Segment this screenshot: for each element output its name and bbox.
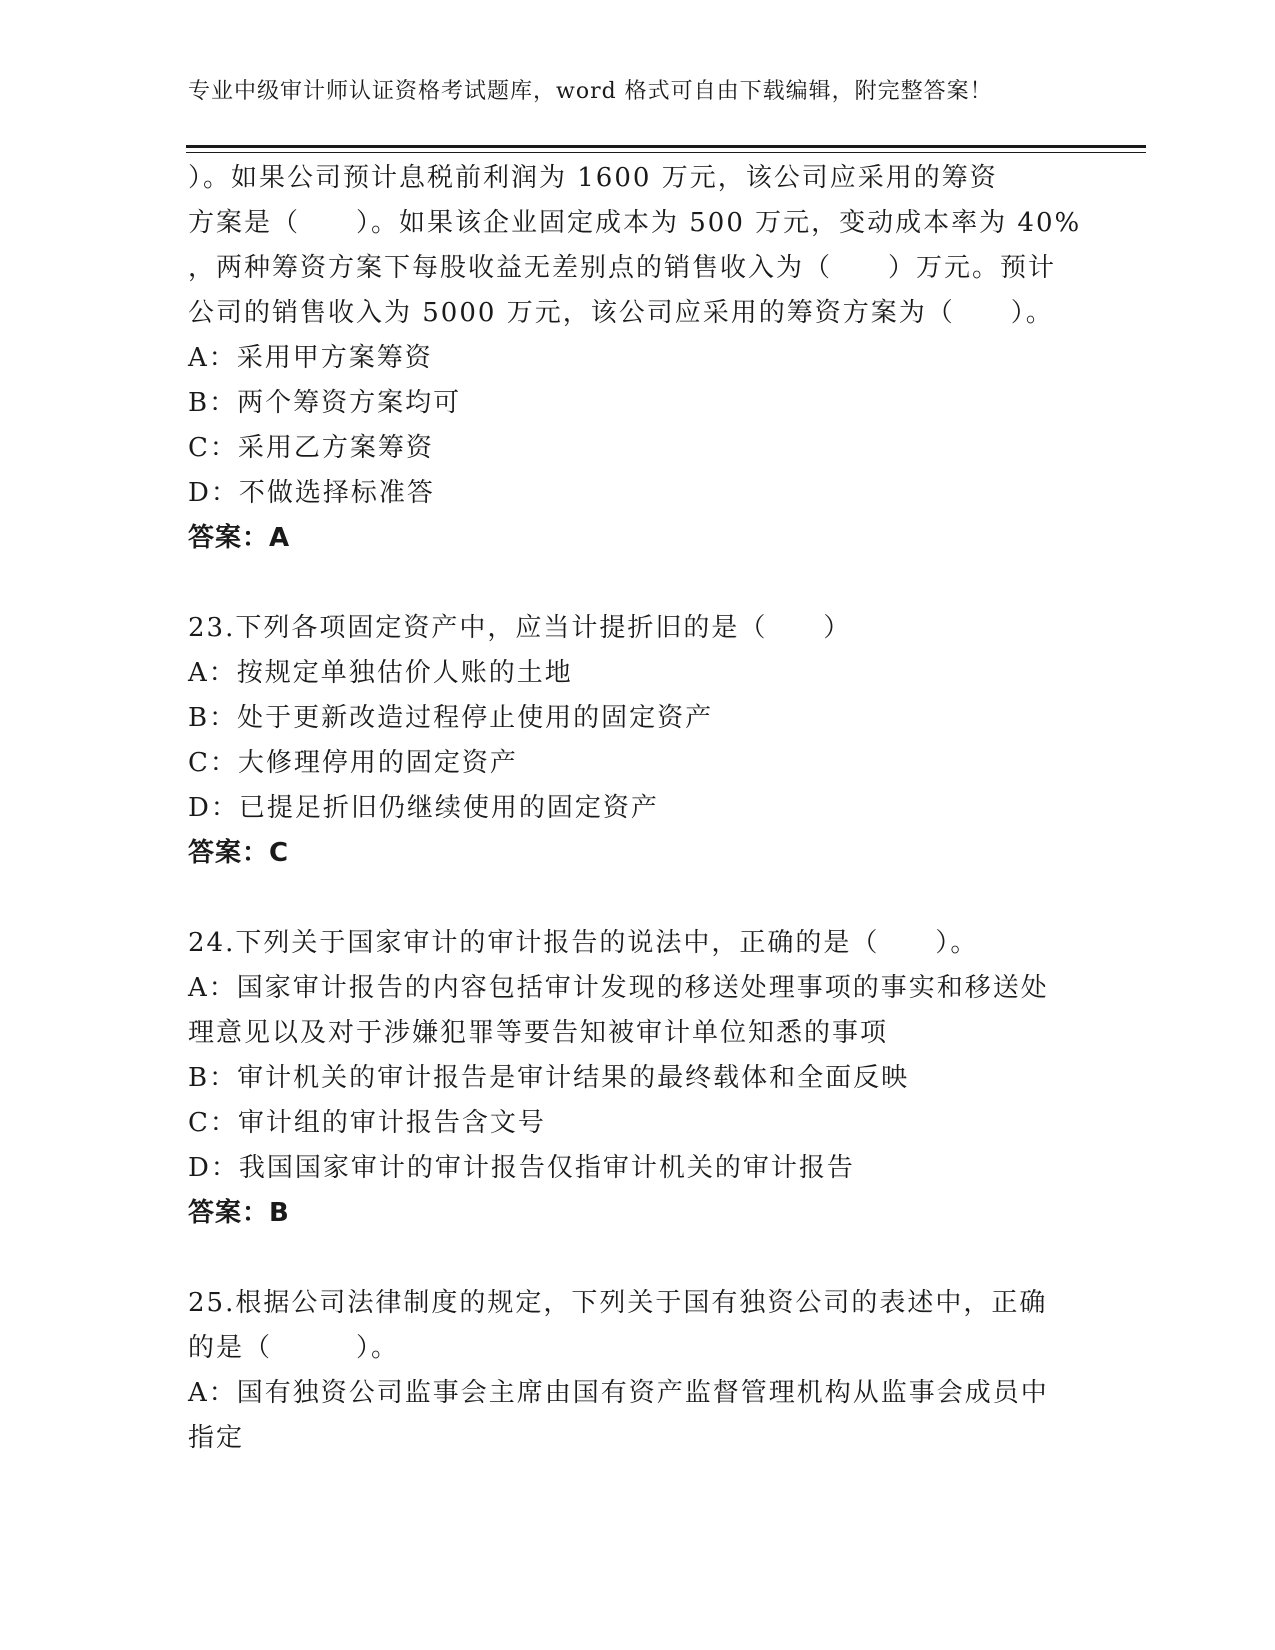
question-stem-line: 23.下列各项固定资产中，应当计提折旧的是（ ）: [188, 613, 852, 643]
question-stem-line: 公司的销售收入为 5000 万元，该公司应采用的筹资方案为（ ）。: [188, 298, 1054, 328]
question-stem-line: 的是（ ）。: [188, 1333, 400, 1363]
question-stem-line: 方案是（ ）。如果该企业固定成本为 500 万元，变动成本率为 40%: [188, 208, 1082, 238]
question-24: [188, 921, 1068, 1236]
header-rule-thin: [186, 152, 1146, 153]
option-c: C：审计组的审计报告含文号: [188, 1108, 546, 1138]
option-d: D：不做选择标准答: [188, 478, 435, 508]
option-a: A：国家审计报告的内容包括审计发现的移送处理事项的事实和移送处: [188, 973, 1049, 1003]
question-stem-line: ）。如果公司预计息税前利润为 1600 万元，该公司应采用的筹资: [188, 163, 998, 193]
option-a-continued: 指定: [188, 1423, 245, 1453]
question-continued: [188, 156, 1082, 561]
header-rule-thick: [186, 145, 1146, 148]
option-d: D：已提足折旧仍继续使用的固定资产: [188, 793, 659, 823]
option-b: B：审计机关的审计报告是审计结果的最终载体和全面反映: [188, 1063, 910, 1093]
option-c: C：大修理停用的固定资产: [188, 748, 518, 778]
option-a-continued: 理意见以及对于涉嫌犯罪等要告知被审计单位知悉的事项: [188, 1018, 889, 1048]
option-b: B：处于更新改造过程停止使用的固定资产: [188, 703, 714, 733]
answer-line: 答案：C: [188, 838, 290, 868]
option-d: D：我国国家审计的审计报告仅指审计机关的审计报告: [188, 1153, 855, 1183]
page-header: 专业中级审计师认证资格考试题库，word 格式可自由下载编辑，附完整答案！: [188, 79, 993, 104]
question-stem-line: 25.根据公司法律制度的规定，下列关于国有独资公司的表述中，正确: [188, 1288, 1048, 1318]
question-23: [188, 606, 1068, 876]
answer-line: 答案：B: [188, 1198, 290, 1228]
option-a: A：国有独资公司监事会主席由国有资产监督管理机构从监事会成员中: [188, 1378, 1049, 1408]
answer-line: 答案：A: [188, 523, 291, 553]
question-stem-line: ，两种筹资方案下每股收益无差别点的销售收入为（ ）万元。预计: [188, 253, 1057, 283]
spacer: [188, 876, 1068, 921]
spacer: [188, 561, 1068, 606]
spacer: [188, 1236, 1068, 1281]
option-b: B：两个筹资方案均可: [188, 388, 462, 418]
question-stem-line: 24.下列关于国家审计的审计报告的说法中，正确的是（ ）。: [188, 928, 979, 958]
question-25: [188, 1281, 1068, 1461]
document-body: [188, 156, 1082, 1461]
option-c: C：采用乙方案筹资: [188, 433, 434, 463]
option-a: A：采用甲方案筹资: [188, 343, 433, 373]
option-a: A：按规定单独估价人账的土地: [188, 658, 573, 688]
